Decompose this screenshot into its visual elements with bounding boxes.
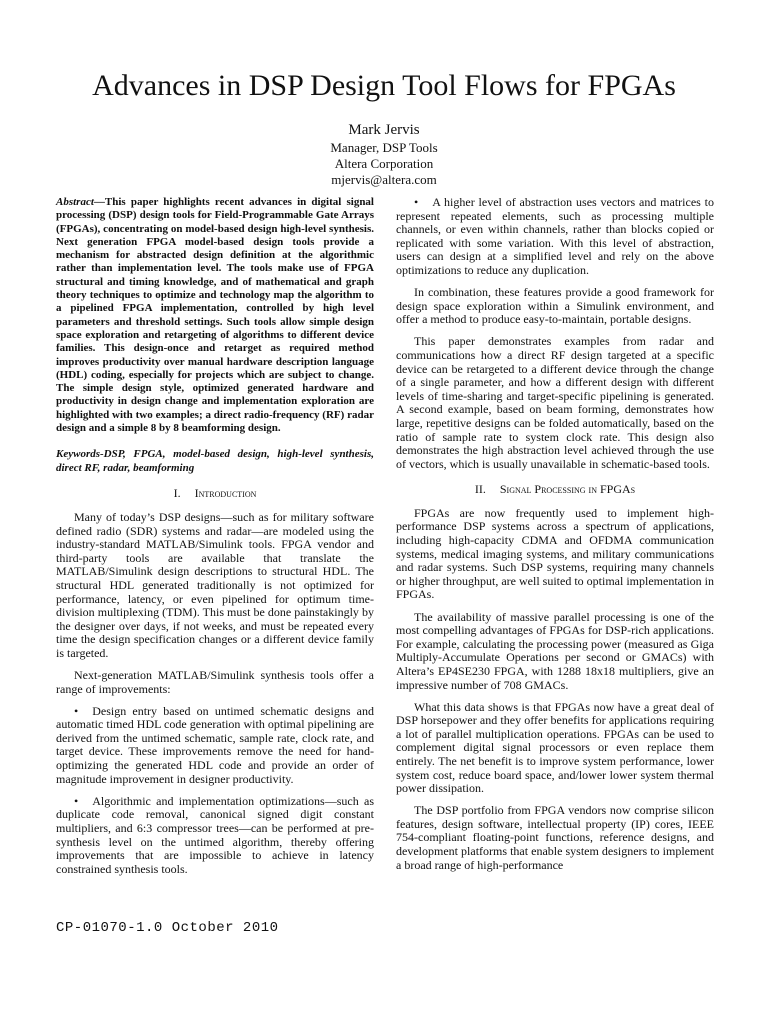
author-affiliation: Altera Corporation: [334, 156, 434, 171]
document-footer: CP-01070-1.0 October 2010: [56, 920, 279, 936]
bullet-text: Design entry based on untimed schematic designs and automatic timed HDL code generation with optimal pipelining are derived from the untimed schematic, sample rate, clock rate, and target device. These improvements remove the need for hand-optimizing the generated HDL code and provide an order of magnitude improvement in designer productivity.: [56, 703, 374, 786]
body-paragraph: FPGAs are now frequently used to implement high-performance DSP systems across a spectrum of applications, including high-capacity CDMA and OFDMA communication systems, medical imaging systems, and military communications and radar systems. Such DSP systems, requiring many channels or higher throughput, are well suited to optimal implementation in FPGAs.: [396, 505, 714, 602]
bullet-text: Algorithmic and implementation optimizations—such as duplicate code removal, canonical signed digit constant multipliers, and 6:3 compressor trees—can be performed at pre-synthesis level on the untimed algorithm, thereby offering improvements that are impossible to achieve in latency constrained synthesis tools.: [56, 793, 374, 876]
bullet-item: [56, 705, 374, 787]
author-block: [0, 122, 768, 188]
section-number: II.: [474, 482, 486, 497]
keywords: Keywords-DSP, FPGA, model-based design, high-level synthesis, direct RF, radar, beamforming: [56, 448, 374, 475]
left-column: [56, 196, 374, 885]
author-role: Manager, DSP Tools: [330, 140, 438, 155]
bullet-dot: •: [414, 195, 419, 209]
body-paragraph: This paper demonstrates examples from radar and communications how a direct RF design targeted at a specific device can be retargeted to a different device through the change of a single parameter, and how a different design with different levels of time-sharing and target-specific pipelining is generated. A second example, based on beam forming, demonstrates how large, repetitive designs can be folded automatically, based on the ratio of sample rate to system clock rate. This design also demonstrates the high abstraction level achieved through the use of vectors, which is usually unavailable in schematic-based tools.: [396, 334, 714, 471]
bullet-item: [396, 196, 714, 278]
abstract-lead: Abstract: [56, 196, 94, 208]
paper-title: Advances in DSP Design Tool Flows for FPGAs: [92, 69, 676, 102]
bullet-text: A higher level of abstraction uses vectors and matrices to represent repeated elements, such as processing multiple channels, or even within channels, rather than blocks copied or replicated with some variation. With this level of abstraction, users can design at a simplified level and rely on the above optimizations to reduce any duplication.: [396, 195, 714, 277]
bullet-dot: •: [74, 793, 79, 808]
section-title: Signal Processing in FPGAs: [499, 482, 636, 497]
body-paragraph: The DSP portfolio from FPGA vendors now comprise silicon features, design software, intellectual property (IP) cores, IEEE 754-compliant floating-point functions, reference designs, and development platforms that enable system designers to implement a broad range of high-performance: [396, 803, 714, 872]
body-paragraph: What this data shows is that FPGAs now have a great deal of DSP horsepower and they offer benefits for applications requiring a lot of parallel multiplication operations. FPGAs can be used to complement digital signal processors or even replace them entirely. The net benefit is to improve system performance, lower system cost, reduce board space, and/lower lower system thermal power dissipation.: [396, 699, 714, 796]
author-email: mjervis@altera.com: [331, 172, 437, 187]
abstract-text: —This paper highlights recent advances in digital signal processing (DSP) design tools for Field-Programmable Gate Arrays (FPGAs), concentrating on model-based design high-level synthesis. Next generation FPGA model-based design tools provide a mechanism for abstracted design definition at the algorithmic rather than implementation level. The tools make use of FPGA structural and timing knowledge, and of mathematical and graph theory techniques to optimize and technology map the algorithm to a pipelined FPGA implementation, controlled by high level parameters and threshold settings. Such tools allow simple design space exploration and retargeting of algorithms to different device families. This design-once and retarget as required method improves productivity over manual hardware description language (HDL) coding, especially for projects which are subject to change. The simple design style, optimized generated hardware and productivity in design change and implementation exploration are highlighted with two examples; a direct radio-frequency (RF) radar design and a simple 8 by 8 beamforming design.: [56, 196, 374, 435]
intro-paragraph-1: Many of today’s DSP designs—such as for military software defined radio (SDR) systems and radar—are modeled using the industry-standard MATLAB/Simulink tools. FPGA vendor and third-party tools are available that translate the MATLAB/Simulink design descriptions to structural HDL. The structural HDL generated traditionally is not optimized for performance, latency, or even pipelined for optimum time-division multiplexing (TDM). This must be done painstakingly by the designer over days, if not weeks, and must be repeated every time the design specification changes or a different device family is targeted.: [56, 509, 374, 660]
section-heading-signal-processing: [396, 483, 714, 497]
right-column: [396, 196, 714, 881]
bullet-item: [56, 795, 374, 877]
body-paragraph: In combination, these features provide a good framework for design space exploration within a Simulink environment, and offer a method to produce easy-to-maintain, portable designs.: [396, 285, 714, 327]
bullet-dot: •: [74, 703, 79, 718]
author-name: Mark Jervis: [348, 122, 420, 138]
intro-paragraph-2: Next-generation MATLAB/Simulink synthesis tools offer a range of improvements:: [56, 667, 374, 696]
abstract: [56, 196, 374, 435]
section-title: Introduction: [194, 486, 257, 501]
body-paragraph: The availability of massive parallel processing is one of the most compelling advantages of FPGAs for DSP-rich applications. For example, calculating the processing power (measured as Giga Multiply-Accumulate Operations per second or GMACs) with Altera’s EP4SE230 FPGA, with 1288 18x18 multipliers, give an impressive number of 708 GMACs.: [396, 609, 714, 692]
section-heading-introduction: [56, 487, 374, 501]
section-number: I.: [173, 486, 181, 501]
